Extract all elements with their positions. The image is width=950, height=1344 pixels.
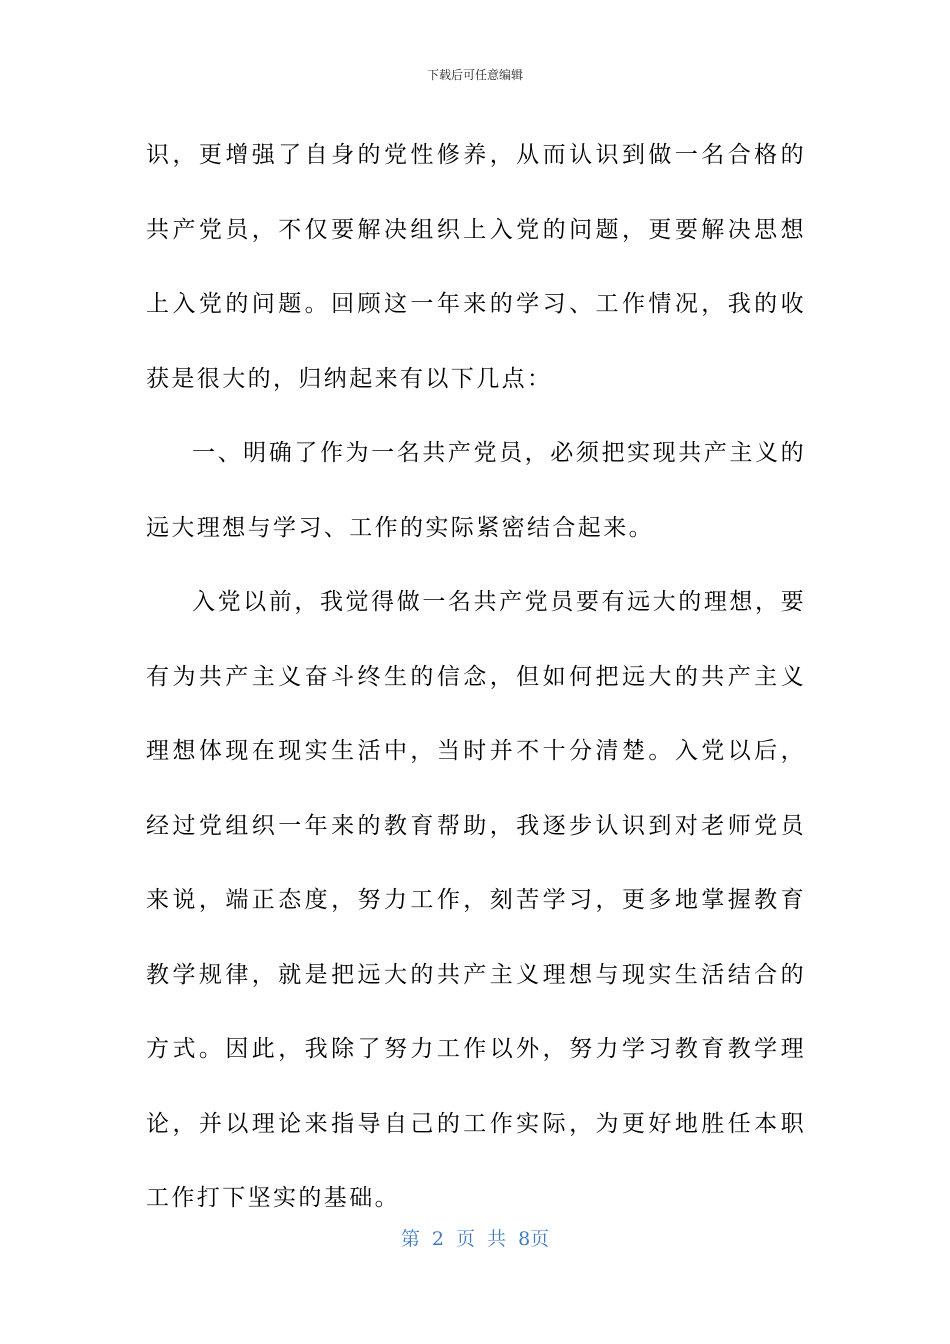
page-header: 下载后可任意编辑 [426, 68, 523, 82]
document-body [146, 118, 806, 1236]
paragraph-continuation: 识，更增强了自身的党性修养，从而认识到做一名合格的共产党员，不仅要解决组织上入党的问题，更要解决思想上入党的问题。回顾这一年来的学习、工作情况，我的收获是很大的，归纳起来有以下几点： [146, 142, 806, 392]
paragraph-section-heading: 一、明确了作为一名共产党员，必须把实现共产主义的远大理想与学习、工作的实际紧密结合起来。 [146, 440, 806, 541]
paragraph-body: 入党以前，我觉得做一名共产党员要有远大的理想，要有为共产主义奋斗终生的信念，但如何把远大的共产主义理想体现在现实生活中，当时并不十分清楚。入党以后，经过党组织一年来的教育帮助，我逐步认识到对老师党员来说，端正态度，努力工作，刻苦学习，更多地掌握教育教学规律，就是把远大的共产主义理想与现实生活结合的方式。因此，我除了努力工作以外，努力学习教育教学理论，并以理论来指导自己的工作实际，为更好地胜任本职工作打下坚实的基础。 [146, 589, 806, 1211]
page-footer: 第 2 页 共 8页 [400, 1228, 550, 1250]
